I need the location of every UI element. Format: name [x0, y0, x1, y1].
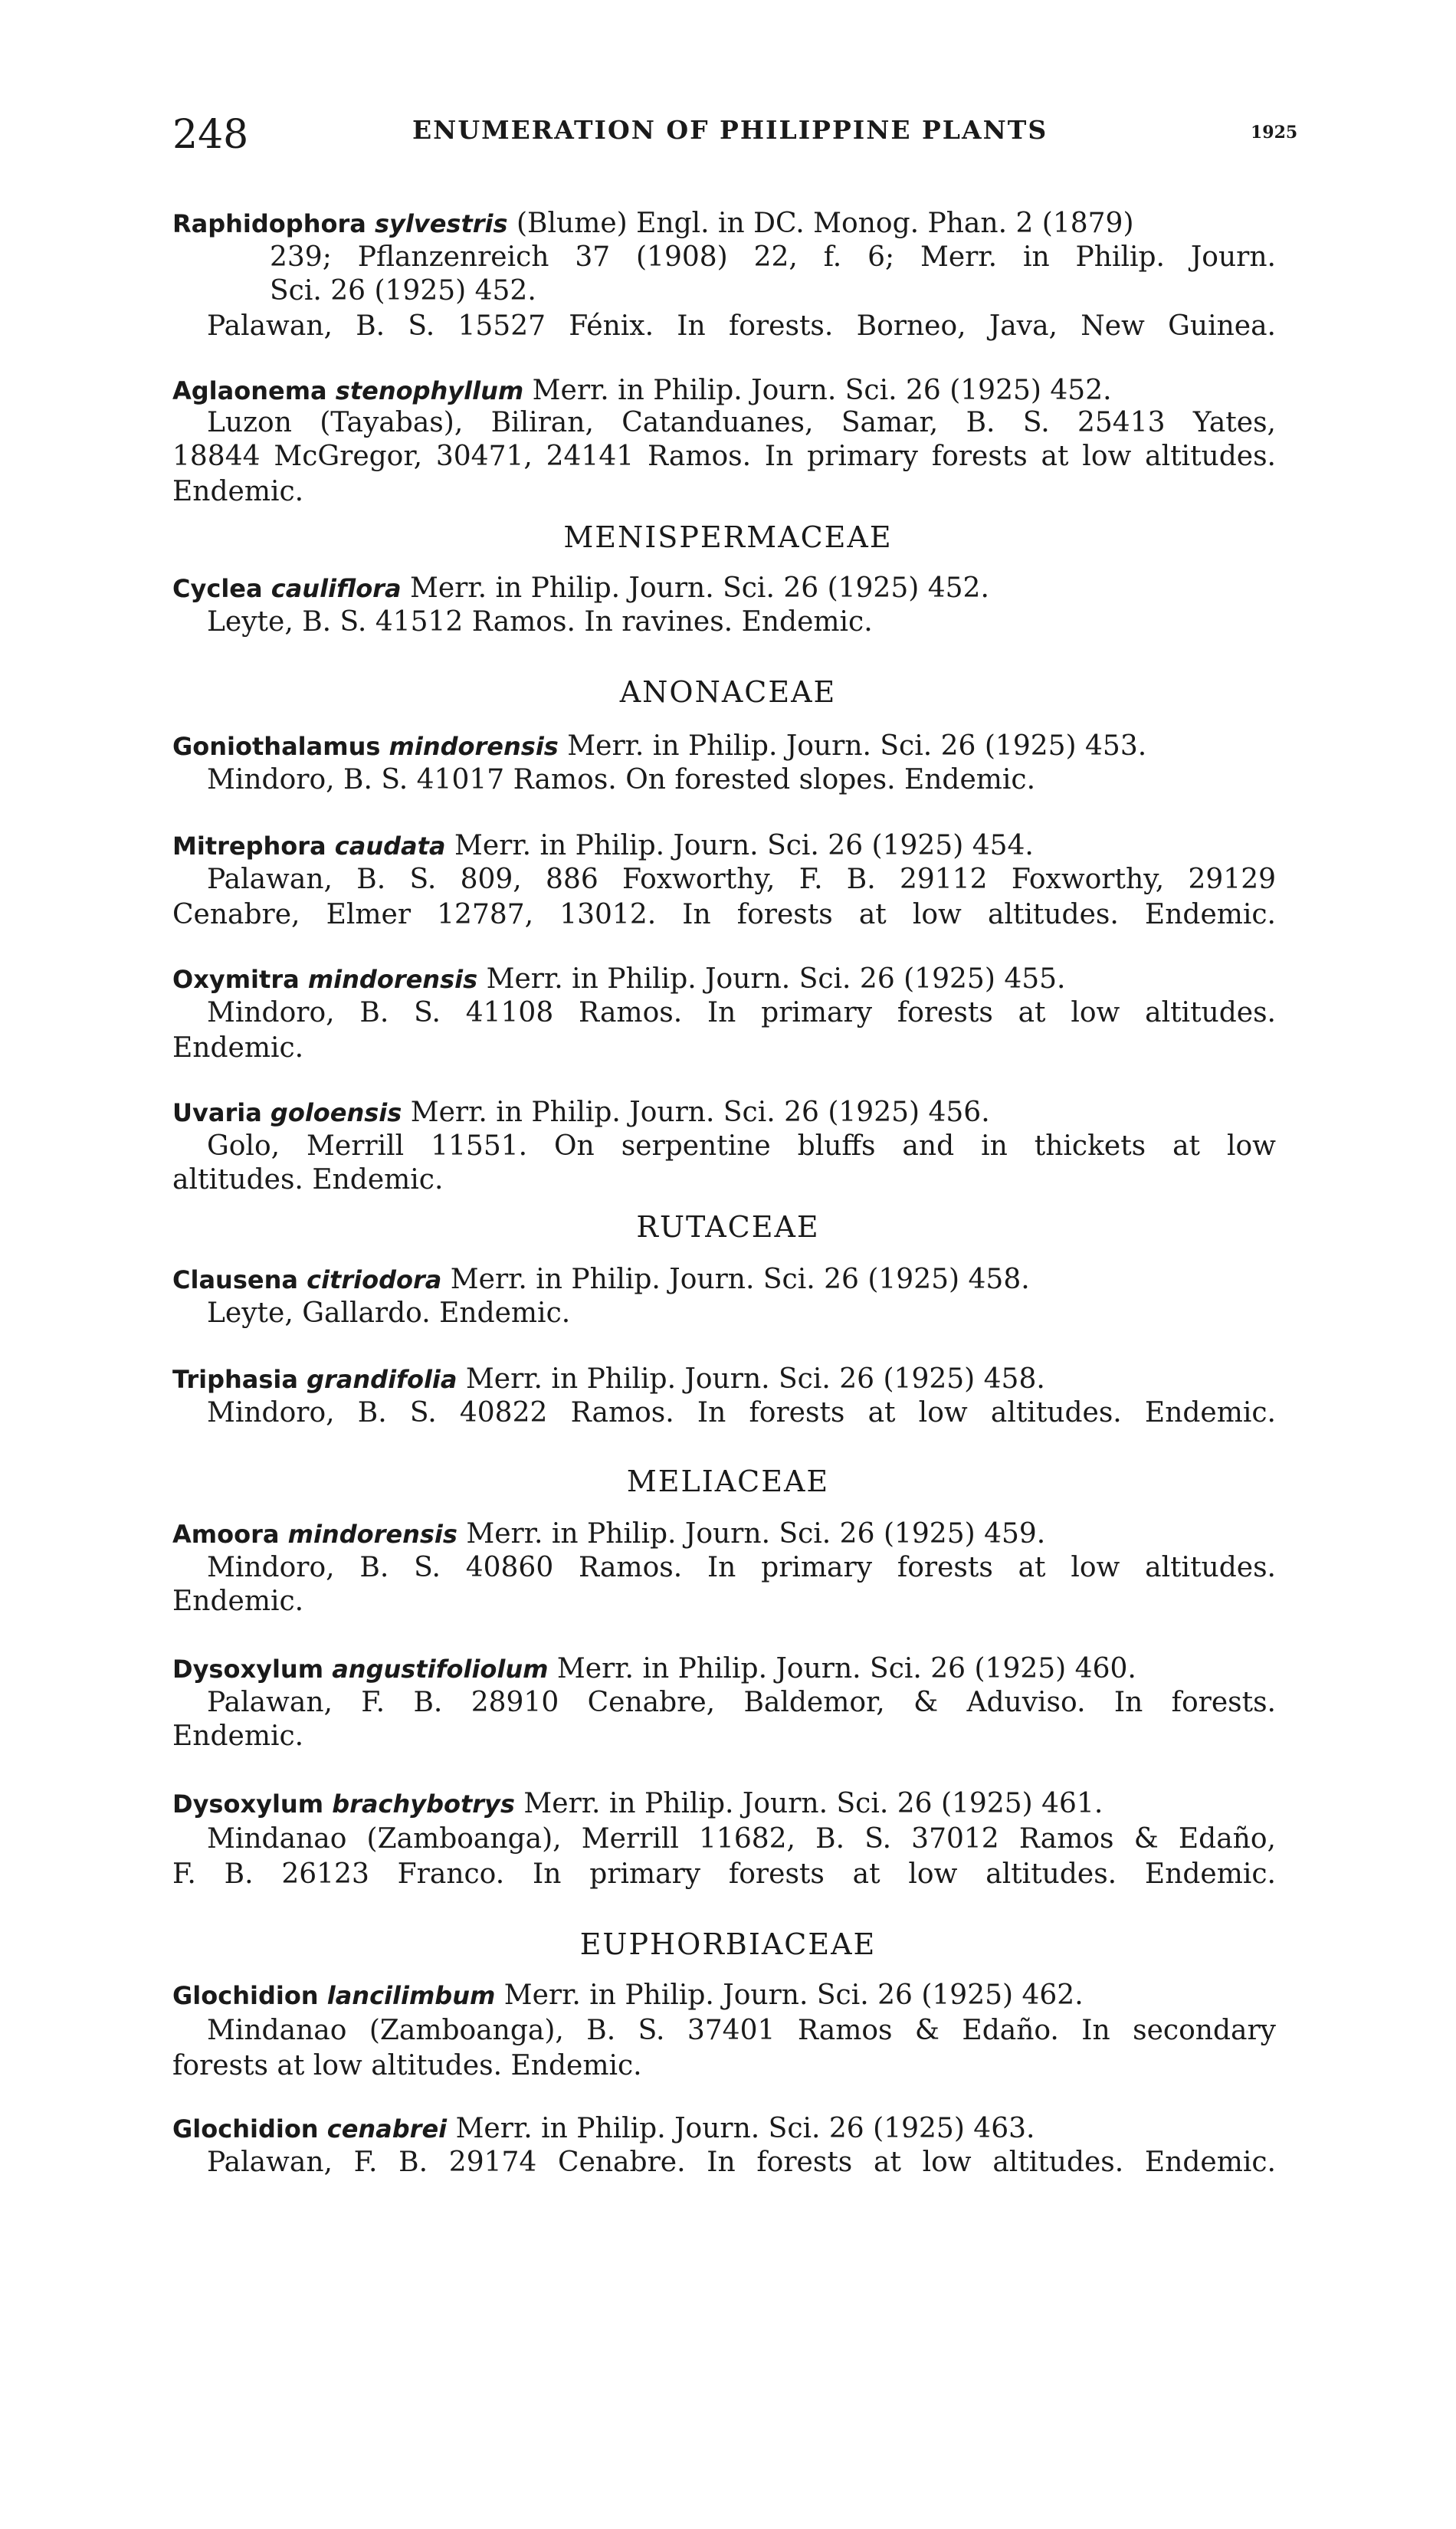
entry-line [207, 1686, 1276, 1720]
family-heading: MELIACEAE [626, 1465, 830, 1498]
species-entry-head [172, 1652, 1136, 1686]
entry-line [207, 763, 1035, 797]
entry-line [172, 2049, 642, 2083]
line-text: Leyte, Gallardo. Endemic. [207, 1297, 571, 1329]
entry-line [207, 2146, 1276, 2180]
line-text: Mindoro, B. S. 40860 Ramos. In primary forests at low altitudes. [207, 1552, 1276, 1583]
line-text: Mindanao (Zamboanga), Merrill 11682, B. S. 37012 Ramos & Edaño, [207, 1823, 1276, 1855]
species-epithet: stenophyllum [335, 376, 524, 405]
genus-name: Cyclea [172, 574, 271, 603]
entry-line [172, 1858, 1276, 1891]
genus-name: Dysoxylum [172, 1789, 333, 1819]
entry-line [207, 1822, 1276, 1856]
line-text: Endemic. [172, 1586, 304, 1617]
species-entry-head [172, 374, 1112, 408]
species-epithet: grandifolia [307, 1365, 457, 1394]
species-epithet: cenabrei [326, 2114, 448, 2144]
line-text: Mindanao (Zamboanga), B. S. 37401 Ramos & Edaño. In secondary [207, 2015, 1276, 2046]
genus-name: Triphasia [172, 1365, 307, 1394]
entry-line [207, 1396, 1276, 1430]
line-text: Palawan, B. S. 809, 886 Foxworthy, F. B. 29112 Foxworthy, 29129 [207, 864, 1276, 895]
genus-name: Raphidophora [172, 209, 375, 238]
line-text: 239; Pflanzenreich 37 (1908) 22, f. 6; Merr. in Philip. Journ. [270, 241, 1276, 273]
genus-name: Dysoxylum [172, 1655, 333, 1684]
citation: Merr. in Philip. Journ. Sci. 26 (1925) 459. [457, 1518, 1046, 1550]
species-entry-head [172, 2112, 1035, 2146]
line-text: 18844 McGregor, 30471, 24141 Ramos. In primary forests at low altitudes. [172, 441, 1276, 472]
entry-line [270, 241, 1276, 274]
citation: Merr. in Philip. Journ. Sci. 26 (1925) 453. [558, 730, 1147, 762]
entry-line [207, 1297, 570, 1330]
genus-name: Mitrephora [172, 832, 335, 861]
species-entry-head [172, 1096, 990, 1130]
entry-line [207, 310, 1276, 343]
genus-name: Glochidion [172, 1981, 327, 2010]
family-heading: RUTACEAE [636, 1210, 820, 1244]
species-epithet: citriodora [307, 1265, 442, 1294]
species-epithet: angustifoliolum [332, 1655, 549, 1684]
line-text: Endemic. [172, 476, 304, 507]
line-text: Mindoro, B. S. 40822 Ramos. In forests at low altitudes. Endemic. [207, 1397, 1276, 1429]
species-entry-head [172, 730, 1146, 763]
family-heading: MENISPERMACEAE [563, 520, 893, 554]
entry-line [172, 440, 1276, 474]
species-entry-head [172, 1979, 1084, 2012]
entry-line [172, 1585, 303, 1619]
species-entry-head [172, 1263, 1030, 1297]
species-epithet: cauliflora [271, 574, 402, 603]
species-epithet: mindorensis [389, 732, 559, 761]
header-year: 1925 [1251, 123, 1298, 143]
species-epithet: lancilimbum [326, 1981, 496, 2010]
species-entry-head [172, 1517, 1045, 1551]
line-text: Mindoro, B. S. 41017 Ramos. On forested slopes. Endemic. [207, 764, 1036, 795]
entry-line [270, 274, 536, 308]
line-text: Sci. 26 (1925) 452. [270, 275, 536, 307]
line-text: Mindoro, B. S. 41108 Ramos. In primary forests at low altitudes. [207, 997, 1276, 1028]
species-entry-head [172, 207, 1134, 241]
citation: Merr. in Philip. Journ. Sci. 26 (1925) 458. [441, 1264, 1030, 1295]
citation: Merr. in Philip. Journ. Sci. 26 (1925) 462. [495, 1980, 1084, 2011]
line-text: Endemic. [172, 1720, 304, 1752]
entry-line [172, 475, 303, 509]
line-text: Palawan, F. B. 29174 Cenabre. In forests at low altitudes. Endemic. [207, 2147, 1276, 2178]
line-text: Cenabre, Elmer 12787, 13012. In forests at low altitudes. Endemic. [172, 899, 1276, 930]
page-number: 248 [172, 112, 249, 158]
entry-line [207, 996, 1276, 1030]
species-entry-head [172, 829, 1034, 863]
entry-line [207, 1130, 1276, 1163]
line-text: altitudes. Endemic. [172, 1164, 444, 1196]
line-text: forests at low altitudes. Endemic. [172, 2050, 642, 2081]
line-text: Luzon (Tayabas), Biliran, Catanduanes, Samar, B. S. 25413 Yates, [207, 407, 1276, 438]
species-epithet: mindorensis [287, 1520, 457, 1549]
line-text: Endemic. [172, 1032, 304, 1064]
entry-line [207, 406, 1276, 440]
genus-name: Uvaria [172, 1098, 271, 1127]
entry-line [207, 2014, 1276, 2048]
citation: Merr. in Philip. Journ. Sci. 26 (1925) 452. [401, 572, 989, 604]
species-entry-head [172, 572, 989, 605]
citation: Merr. in Philip. Journ. Sci. 26 (1925) 463. [447, 2113, 1035, 2144]
citation: Merr. in Philip. Journ. Sci. 26 (1925) 454. [445, 830, 1034, 861]
species-epithet: goloensis [270, 1098, 402, 1127]
citation: Merr. in Philip. Journ. Sci. 26 (1925) 452. [523, 375, 1112, 406]
citation: Merr. in Philip. Journ. Sci. 26 (1925) 458. [457, 1363, 1045, 1395]
entry-line [172, 898, 1276, 932]
line-text: Palawan, F. B. 28910 Cenabre, Baldemor, & Aduviso. In forests. [207, 1687, 1276, 1718]
entry-line [207, 1551, 1276, 1585]
citation: Merr. in Philip. Journ. Sci. 26 (1925) 461. [514, 1788, 1103, 1819]
family-heading: ANONACEAE [619, 675, 837, 709]
entry-line [172, 1720, 303, 1753]
species-epithet: brachybotrys [332, 1789, 515, 1819]
species-epithet: sylvestris [374, 209, 508, 238]
genus-name: Glochidion [172, 2114, 327, 2144]
citation: (Blume) Engl. in DC. Monog. Phan. 2 (1879) [507, 208, 1134, 239]
entry-line [207, 863, 1276, 897]
line-text: Palawan, B. S. 15527 Fénix. In forests. Borneo, Java, New Guinea. [207, 310, 1276, 342]
entry-line [207, 605, 873, 639]
line-text: Golo, Merrill 11551. On serpentine bluffs and in thickets at low [207, 1130, 1276, 1162]
line-text: Leyte, B. S. 41512 Ramos. In ravines. Endemic. [207, 606, 873, 638]
species-epithet: mindorensis [307, 965, 478, 994]
species-entry-head [172, 1363, 1045, 1396]
citation: Merr. in Philip. Journ. Sci. 26 (1925) 460. [548, 1653, 1136, 1684]
genus-name: Aglaonema [172, 376, 336, 405]
genus-name: Goniothalamus [172, 732, 389, 761]
entry-line [172, 1032, 303, 1065]
species-entry-head [172, 963, 1065, 996]
citation: Merr. in Philip. Journ. Sci. 26 (1925) 455. [477, 963, 1066, 995]
running-title: ENUMERATION OF PHILIPPINE PLANTS [412, 115, 1048, 145]
entry-line [172, 1163, 443, 1197]
genus-name: Clausena [172, 1265, 307, 1294]
genus-name: Amoora [172, 1520, 288, 1549]
citation: Merr. in Philip. Journ. Sci. 26 (1925) 456. [402, 1097, 990, 1128]
species-entry-head [172, 1787, 1103, 1821]
genus-name: Oxymitra [172, 965, 308, 994]
family-heading: EUPHORBIACEAE [579, 1927, 877, 1961]
species-epithet: caudata [334, 832, 446, 861]
line-text: F. B. 26123 Franco. In primary forests at low altitudes. Endemic. [172, 1858, 1276, 1890]
